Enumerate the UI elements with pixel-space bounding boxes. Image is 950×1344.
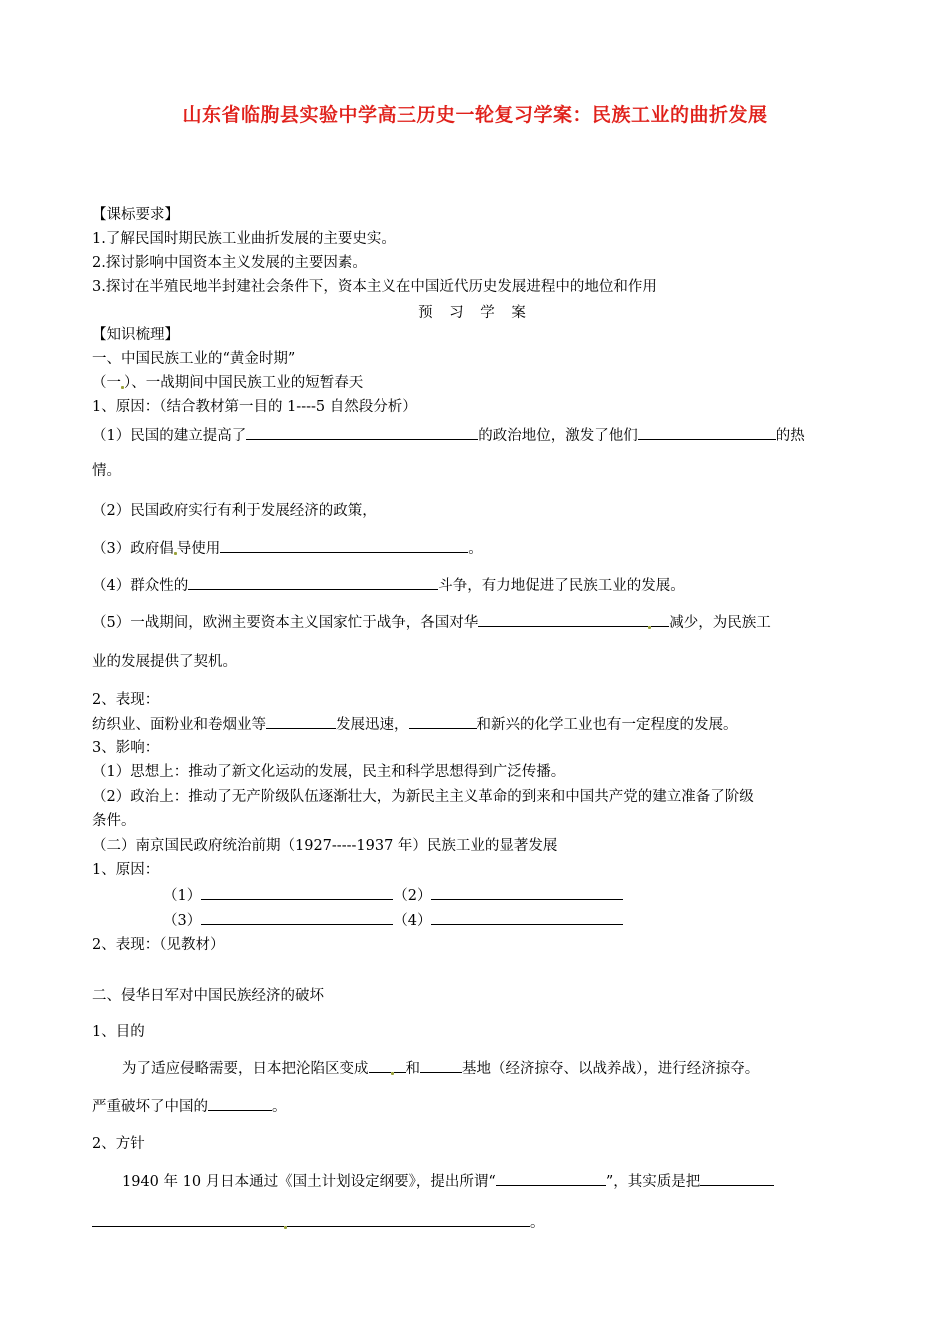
yuxi-heading: 预 习 学 案 <box>418 305 532 321</box>
document-title: 山东省临朐县实验中学高三历史一轮复习学案：民族工业的曲折发展 <box>182 104 768 126</box>
mudi-d: 严重破坏了中国的 <box>92 1099 208 1115</box>
mudi-heading: 1、目的 <box>92 1024 145 1040</box>
fill-blank[interactable] <box>220 538 468 553</box>
fill-blank[interactable] <box>201 885 393 900</box>
reason-3 <box>92 538 483 559</box>
fill-blank[interactable] <box>496 1171 606 1186</box>
reason-heading: 1、原因：（结合教材第一目的 1----5 自然段分析） <box>92 399 417 415</box>
fill-blank[interactable] <box>409 714 477 729</box>
biaoxian-text <box>92 714 738 735</box>
reason-blanks-row-2 <box>163 910 623 931</box>
reason-5-cont: 业的发展提供了契机。 <box>92 654 237 670</box>
reason-1-b: 的政治地位，激发了他们 <box>478 428 638 444</box>
section-1-1-title <box>92 373 363 393</box>
fill-blank[interactable] <box>201 910 393 925</box>
fill-blank[interactable] <box>208 1096 272 1111</box>
mudi-a: 为了适应侵略需要，日本把沦陷区变成 <box>122 1061 369 1077</box>
reason-3-c: 。 <box>468 541 483 557</box>
kebiao-item-3: 3.探讨在半殖民地半封建社会条件下，资本主义在中国近代历史发展进程中的地位和作用 <box>92 279 657 295</box>
fill-blank[interactable] <box>420 1058 462 1073</box>
fill-blank[interactable] <box>92 1212 284 1227</box>
reason-5 <box>92 612 771 633</box>
section-1-2-reason: 1、原因： <box>92 862 160 878</box>
num-3: （3） <box>163 913 202 929</box>
reason-3-b: 导使用 <box>176 541 221 557</box>
num-1: （1） <box>163 888 202 904</box>
reason-4-b: 斗争，有力地促进了民族工业的发展。 <box>438 578 685 594</box>
fangzhen-text-cont <box>92 1212 545 1233</box>
reason-5-b: 减少，为民族工 <box>669 615 771 631</box>
num-4: （4） <box>393 913 432 929</box>
fill-blank[interactable] <box>369 1058 391 1073</box>
yingxiang-2: （2）政治上：推动了无产阶级队伍逐渐壮大，为新民主主义革命的到来和中国共产党的建立准备了阶级 <box>92 789 754 805</box>
fangzhen-c: 。 <box>530 1215 545 1231</box>
fangzhen-heading: 2、方针 <box>92 1136 145 1152</box>
section-1-2-title: （二）南京国民政府统治前期（1927-----1937 年）民族工业的显著发展 <box>92 838 558 854</box>
kebiao-header: 【课标要求】 <box>92 207 179 223</box>
biaoxian-a: 纺织业、面粉业和卷烟业等 <box>92 717 266 733</box>
kebiao-item-2: 2.探讨影响中国资本主义发展的主要因素。 <box>92 255 367 271</box>
zhishi-header: 【知识梳理】 <box>92 327 179 343</box>
reason-1-c: 的热 <box>775 428 805 444</box>
fill-blank[interactable] <box>431 885 623 900</box>
mudi-b: 和 <box>405 1061 420 1077</box>
section-1-title: 一、中国民族工业的“黄金时期” <box>92 351 296 367</box>
section-1-2-biaoxian: 2、表现：（见教材） <box>92 937 225 953</box>
reason-3-a: （3）政府倡 <box>92 541 174 557</box>
fill-blank[interactable] <box>478 612 648 627</box>
fill-blank[interactable] <box>651 612 669 627</box>
yingxiang-1: （1）思想上：推动了新文化运动的发展，民主和科学思想得到广泛传播。 <box>92 764 566 780</box>
section-1-1-prefix: （一 <box>92 375 121 391</box>
mudi-e: 。 <box>272 1099 287 1115</box>
section-2-title: 二、侵华日军对中国民族经济的破坏 <box>92 988 324 1004</box>
reason-5-a: （5）一战期间，欧洲主要资本主义国家忙于战争，各国对华 <box>92 615 479 631</box>
mudi-text-cont <box>92 1096 287 1117</box>
reason-blanks-row-1 <box>163 885 623 906</box>
yingxiang-2-cont: 条件。 <box>92 813 136 829</box>
kebiao-item-1: 1.了解民国时期民族工业曲折发展的主要史实。 <box>92 231 396 247</box>
num-2: （2） <box>393 888 432 904</box>
biaoxian-b: 发展迅速， <box>336 717 409 733</box>
reason-1 <box>92 425 805 446</box>
fill-blank[interactable] <box>188 575 438 590</box>
fill-blank[interactable] <box>431 910 623 925</box>
mudi-c: 基地（经济掠夺、以战养战），进行经济掠夺。 <box>462 1061 760 1077</box>
fill-blank[interactable] <box>266 714 336 729</box>
fill-blank[interactable] <box>246 425 478 440</box>
reason-1-cont: 情。 <box>92 463 121 479</box>
biaoxian-heading: 2、表现： <box>92 692 160 708</box>
fangzhen-text <box>122 1171 774 1192</box>
yingxiang-heading: 3、影响： <box>92 740 160 756</box>
fill-blank[interactable] <box>287 1212 530 1227</box>
reason-4 <box>92 575 685 596</box>
fill-blank[interactable] <box>394 1058 406 1073</box>
fill-blank[interactable] <box>700 1171 774 1186</box>
section-1-1-suffix: ）、一战期间中国民族工业的短暂春天 <box>124 375 364 391</box>
reason-4-a: （4）群众性的 <box>92 578 189 594</box>
biaoxian-c: 和新兴的化学工业也有一定程度的发展。 <box>476 717 738 733</box>
fill-blank[interactable] <box>638 425 776 440</box>
fangzhen-b: ”，其实质是把 <box>605 1174 701 1190</box>
mudi-text <box>122 1058 759 1079</box>
fangzhen-a: 1940 年 10 月日本通过《国土计划设定纲要》，提出所谓“ <box>122 1174 496 1190</box>
reason-1-a: （1）民国的建立提高了 <box>92 428 247 444</box>
reason-2: （2）民国政府实行有利于发展经济的政策， <box>92 503 377 519</box>
